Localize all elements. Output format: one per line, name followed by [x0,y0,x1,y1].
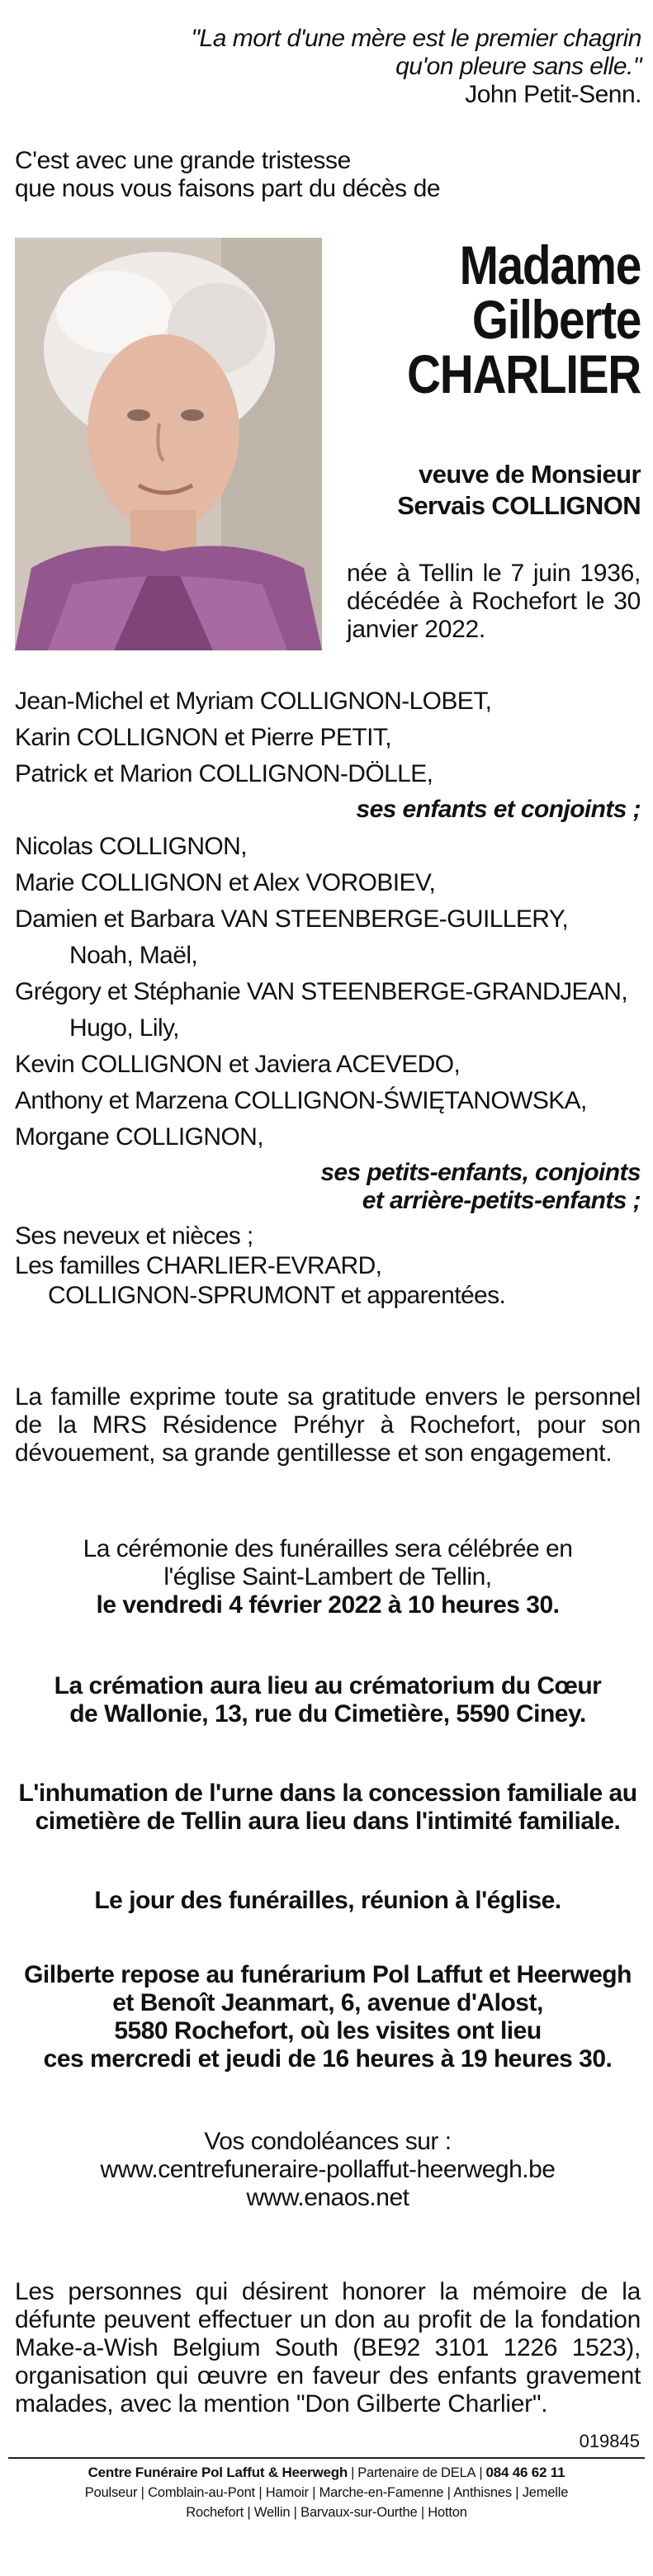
donation-paragraph: Les personnes qui désirent honorer la mémoire de la défunte peuvent effectuer un don au profit de la fondation Make-a-Wish Belgium South (BE92 3101 1226 1523), organisation qui œuvre en faveur des enfants gravement malades, avec la mention "Don Gilberte Charlier". [15,2278,641,2418]
widow-line-1: veuve de Monsieur [419,460,641,489]
burial-info [15,1780,641,1836]
footer-line-1 [8,2463,645,2483]
ceremony-line-2: l'église Saint-Lambert de Tellin, [163,1563,492,1591]
portrait-photo [15,238,322,650]
cremation-line-2: de Wallonie, 13, rue du Cimetière, 5590 Ciney. [69,1700,586,1728]
cremation-info [15,1672,641,1728]
burial-line-2: cimetière de Tellin aura lieu dans l'intimité familiale. [35,1808,621,1835]
deceased-name [330,234,641,404]
ceremony-info [15,1535,641,1619]
widow-line-2: Servais COLLIGNON [397,491,641,520]
visitation-line-1: Gilberte repose au funérarium Pol Laffut et Heerwegh [24,1961,632,1988]
grandchild-entry: Kevin COLLIGNON et Javiera ACEVEDO, [15,1051,461,1078]
grandchild-entry: Anthony et Marzena COLLIGNON-ŚWIĘTANOWSKA, [15,1087,587,1114]
quote-line-1: "La mort d'une mère est le premier chagrin [191,25,641,52]
great-grandchildren-entry: Noah, Maël, [69,942,198,969]
visitation-line-3: 5580 Rochefort, où les visites ont lieu [114,2017,542,2044]
condolences-website-2[interactable]: www.enaos.net [246,2184,409,2211]
grandchild-entry: Morgane COLLIGNON, [15,1123,263,1151]
condolences-label: Vos condoléances sur : [204,2128,452,2155]
burial-line-1: L'inhumation de l'urne dans la concession familiale au [18,1780,637,1807]
condolences-website-1[interactable]: www.centrefuneraire-pollaffut-heerwegh.be [100,2156,556,2183]
portrait-illustration [15,238,322,650]
grandchildren-role-line-1: ses petits-enfants, conjoints [320,1159,641,1186]
epigraph-quote [47,25,641,109]
nephews-line: Ses neveux et nièces ; [15,1222,253,1250]
family-list [15,683,641,1311]
visitation-line-2: et Benoît Jeanmart, 6, avenue d'Alost, [112,1989,543,2016]
funeral-home-name: Centre Funéraire Pol Laffut & Heerwegh [88,2465,348,2480]
footer-locations-line-2: Rochefort | Wellin | Barvaux-sur-Ourthe | Hotton [186,2505,467,2520]
grandchild-entry: Damien et Barbara VAN STEENBERGE-GUILLERY, [15,905,569,933]
footer-separator: | [479,2465,483,2480]
condolences-info [15,2128,641,2212]
partner-label: Partenaire de DELA [357,2465,476,2480]
families-line-2: COLLIGNON-SPRUMONT et apparentées. [48,1282,506,1309]
families-line-1: Les familles CHARLIER-EVRARD, [15,1252,382,1279]
footer-locations-line-1: Poulseur | Comblain-au-Pont | Hamoir | Marche-en-Famenne | Anthisnes | Jemelle [84,2485,569,2500]
footer-divider [8,2457,645,2459]
announcement-intro [15,147,642,203]
deceased-title: Madame [459,234,641,295]
quote-author: John Petit-Senn. [465,81,641,108]
footer-separator: | [351,2465,355,2480]
birth-death-details: née à Tellin le 7 juin 1936, décédée à Rochefort le 30 janvier 2022. [347,560,641,643]
funeral-home-footer [8,2463,645,2522]
ceremony-line-1: La cérémonie des funérailles sera célébrée en [83,1535,573,1562]
grandchildren-list [15,829,641,1156]
phone-number[interactable]: 084 46 62 11 [485,2465,565,2480]
deceased-first-name: Gilberte [471,289,641,350]
grandchild-entry: Marie COLLIGNON et Alex VOROBIEV, [15,869,436,896]
visitation-info [15,1961,641,2073]
children-list [15,683,641,792]
grandchild-entry: Nicolas COLLIGNON, [15,833,247,860]
ceremony-date: le vendredi 4 février 2022 à 10 heures 30. [96,1591,560,1619]
widow-of [330,459,641,522]
child-entry: Karin COLLIGNON et Pierre PETIT, [15,724,391,751]
great-grandchildren-entry: Hugo, Lily, [69,1014,179,1042]
cremation-line-1: La crémation aura lieu au crématorium du Cœur [54,1672,602,1699]
intro-line-2: que nous vous faisons part du décès de [15,175,441,202]
visitation-line-4: ces mercredi et jeudi de 16 heures à 19 heures 30. [43,2045,613,2073]
quote-line-2: qu'on pleure sans elle." [395,53,641,80]
child-entry: Jean-Michel et Myriam COLLIGNON-LOBET, [15,688,492,715]
reunion-info: Le jour des funérailles, réunion à l'église. [94,1887,561,1914]
grandchild-entry: Grégory et Stéphanie VAN STEENBERGE-GRANDJEAN, [15,978,628,1005]
grandchildren-role-line-2: et arrière-petits-enfants ; [362,1187,641,1214]
children-role: ses enfants et conjoints ; [356,796,641,823]
deceased-last-name: CHARLIER [407,343,641,404]
gratitude-paragraph: La famille exprime toute sa gratitude envers le personnel de la MRS Résidence Préhyr à Rochefort, pour son dévouement, sa grande gentillesse et son engagement. [15,1383,641,1467]
intro-line-1: C'est avec une grande tristesse [15,147,351,174]
child-entry: Patrick et Marion COLLIGNON-DÖLLE, [15,760,433,787]
reference-number: 019845 [579,2431,640,2451]
